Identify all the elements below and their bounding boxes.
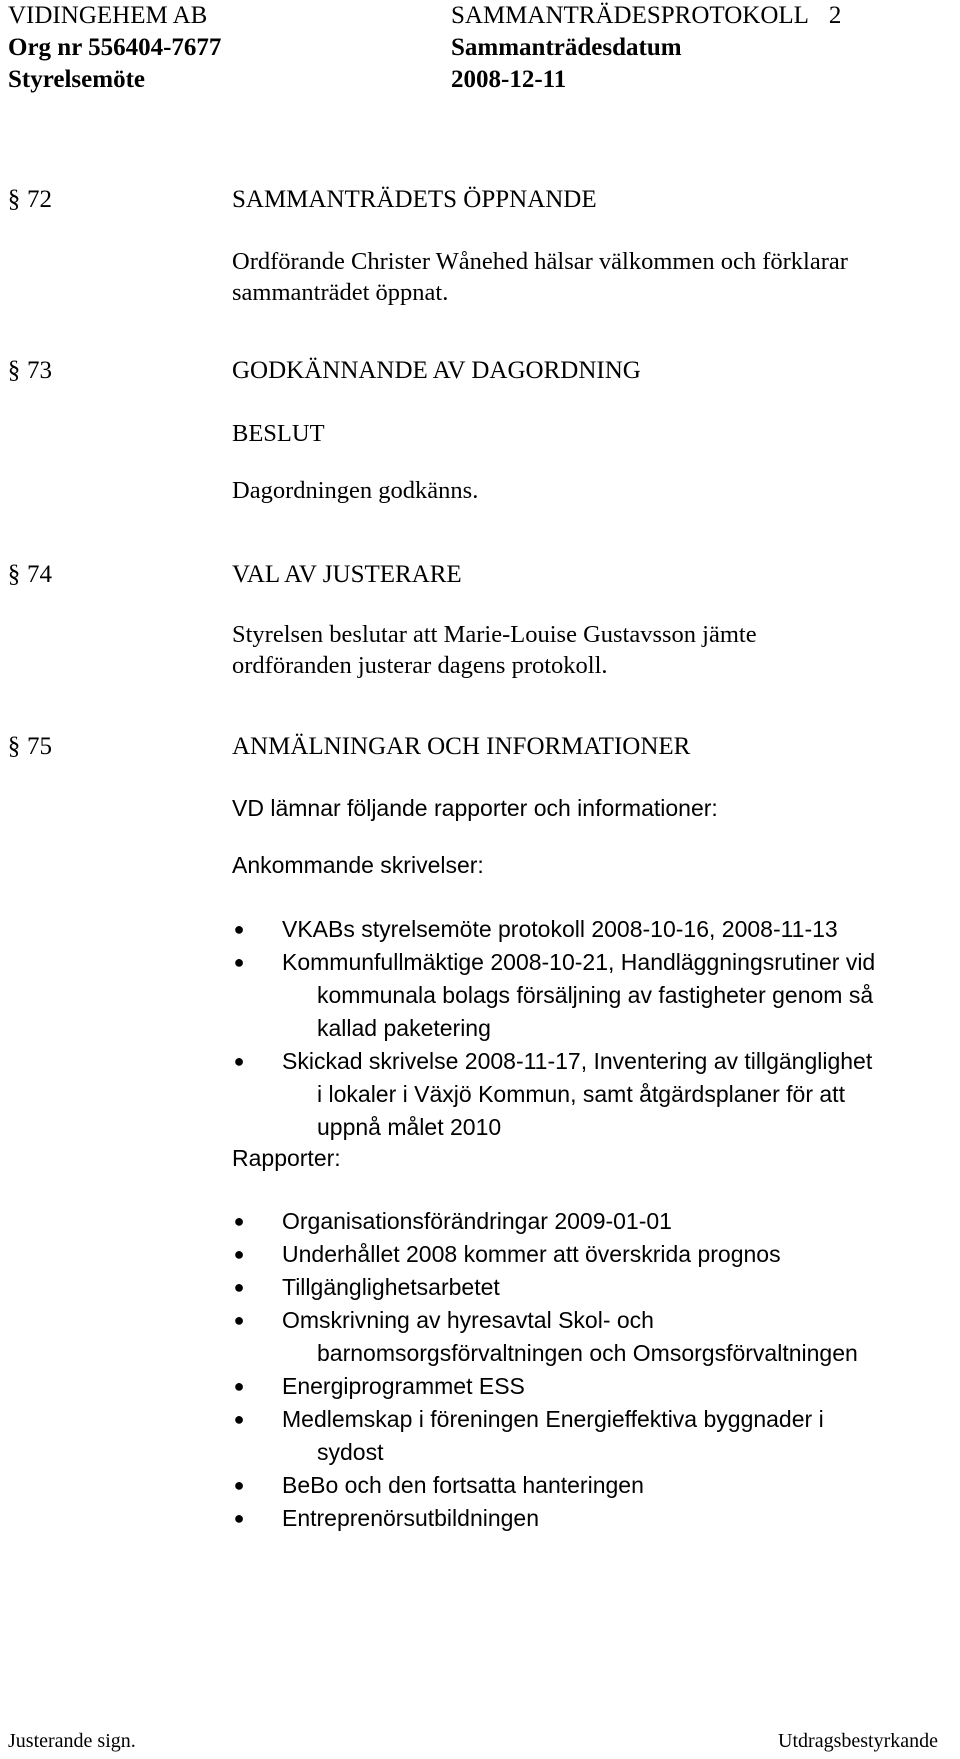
item-line: Medlemskap i föreningen Energieffektiva byggnader i	[282, 1406, 824, 1432]
item-line: Underhållet 2008 kommer att överskrida prognos	[282, 1241, 781, 1267]
body-line: ordföranden justerar dagens protokoll.	[232, 652, 608, 679]
item-line: Tillgänglighetsarbetet	[282, 1274, 500, 1300]
item-line: VKABs styrelsemöte protokoll 2008-10-16, 2008-11-13	[282, 916, 838, 942]
bullet-icon: ●	[233, 1211, 245, 1231]
section-symbol: §	[7, 186, 21, 213]
document-type: SAMMANTRÄDESPROTOKOLL	[451, 2, 809, 29]
body-line: Ordförande Christer Wånehed hälsar välkommen och förklarar	[232, 248, 848, 275]
bullet-icon: ●	[233, 919, 245, 939]
section-number: 74	[27, 561, 52, 588]
section-intro: VD lämnar följande rapporter och informationer:	[232, 795, 718, 821]
bullet-icon: ●	[233, 1508, 245, 1528]
list-item	[232, 1469, 932, 1502]
reports-label: Rapporter:	[232, 1145, 341, 1171]
bullet-icon: ●	[233, 952, 245, 972]
section-number: 72	[27, 186, 52, 213]
section-title: GODKÄNNANDE AV DAGORDNING	[232, 357, 641, 384]
item-line: kommunala bolags försäljning av fastigheter genom så	[317, 982, 874, 1008]
item-line: Skickad skrivelse 2008-11-17, Inventering av tillgänglighet	[282, 1048, 873, 1074]
meeting-date: 2008-12-11	[451, 66, 567, 93]
bullet-icon: ●	[233, 1409, 245, 1429]
org-number: Org nr 556404-7677	[8, 34, 222, 61]
list-item	[232, 1205, 932, 1238]
meeting-type: Styrelsemöte	[8, 66, 145, 93]
item-line: i lokaler i Växjö Kommun, samt åtgärdsplaner för att	[317, 1081, 845, 1107]
item-line: kallad paketering	[317, 1015, 491, 1041]
company-name: VIDINGEHEM AB	[8, 2, 208, 29]
incoming-list	[232, 913, 932, 1144]
list-item	[232, 1271, 932, 1304]
section-title: ANMÄLNINGAR OCH INFORMATIONER	[232, 733, 691, 760]
item-line: Kommunfullmäktige 2008-10-21, Handläggningsrutiner vid	[282, 949, 876, 975]
bullet-icon: ●	[233, 1475, 245, 1495]
item-line: BeBo och den fortsatta hanteringen	[282, 1472, 644, 1498]
list-item	[232, 913, 932, 946]
section-body	[232, 246, 932, 308]
header-row-1	[8, 0, 948, 32]
list-item	[232, 1502, 932, 1535]
section-body	[232, 619, 932, 681]
reports-list	[232, 1205, 932, 1535]
incoming-label: Ankommande skrivelser:	[232, 852, 484, 878]
footer-signature-label: Justerande sign.	[8, 1730, 136, 1752]
list-item	[232, 1045, 932, 1144]
body-line: Styrelsen beslutar att Marie-Louise Gustavsson jämte	[232, 621, 757, 648]
bullet-icon: ●	[233, 1244, 245, 1264]
list-item	[232, 1238, 932, 1271]
section-title: SAMMANTRÄDETS ÖPPNANDE	[232, 186, 597, 213]
page-number: 2	[828, 2, 842, 29]
body-line: sammanträdet öppnat.	[232, 279, 449, 306]
item-line: Omskrivning av hyresavtal Skol- och	[282, 1307, 654, 1333]
section-number: 75	[27, 733, 52, 760]
page-header	[8, 0, 948, 96]
section-symbol: §	[7, 733, 21, 760]
item-line: uppnå målet 2010	[317, 1114, 502, 1140]
bullet-icon: ●	[233, 1051, 245, 1071]
date-label: Sammanträdesdatum	[451, 34, 682, 61]
item-line: Energiprogrammet ESS	[282, 1373, 525, 1399]
header-row-3	[8, 64, 948, 96]
item-line: Entreprenörsutbildningen	[282, 1505, 540, 1531]
item-line: sydost	[317, 1439, 384, 1465]
bullet-icon: ●	[233, 1310, 245, 1330]
page-footer	[8, 1730, 938, 1753]
section-symbol: §	[7, 561, 21, 588]
section-title: VAL AV JUSTERARE	[232, 561, 462, 588]
list-item	[232, 1403, 932, 1469]
list-item	[232, 1304, 932, 1370]
section-symbol: §	[7, 357, 21, 384]
header-row-2	[8, 32, 948, 64]
item-line: Organisationsförändringar 2009-01-01	[282, 1208, 672, 1234]
list-item	[232, 1370, 932, 1403]
footer-certification-label: Utdragsbestyrkande	[778, 1730, 938, 1752]
bullet-icon: ●	[233, 1277, 245, 1297]
section-number: 73	[27, 357, 52, 384]
list-item	[232, 946, 932, 1045]
item-line: barnomsorgsförvaltningen och Omsorgsförvaltningen	[317, 1340, 858, 1366]
decision-text: Dagordningen godkänns.	[232, 477, 479, 504]
bullet-icon: ●	[233, 1376, 245, 1396]
decision-label: BESLUT	[232, 420, 325, 447]
